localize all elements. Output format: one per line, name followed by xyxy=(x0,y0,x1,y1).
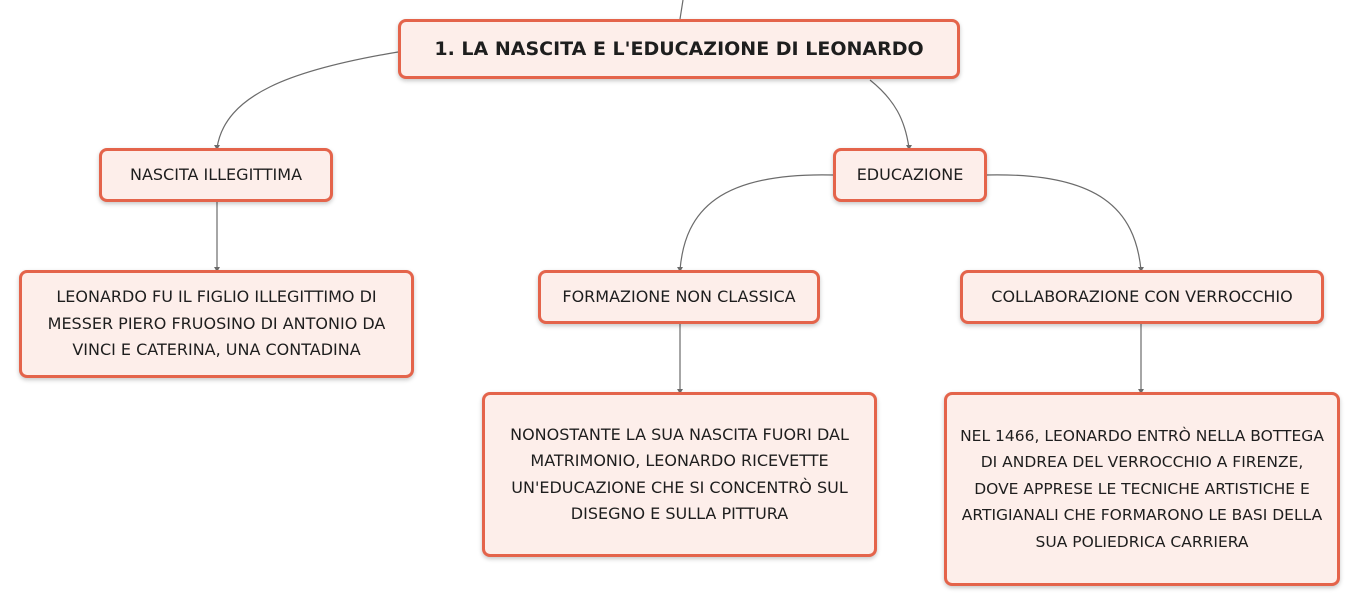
connector-root-to-nascita xyxy=(217,52,398,148)
root-node-label: 1. LA NASCITA E L'EDUCAZIONE DI LEONARDO xyxy=(434,37,924,60)
node-nascita-detail[interactable] xyxy=(19,270,414,378)
connector-educazione-to-formazione xyxy=(680,175,834,270)
root-node[interactable] xyxy=(398,19,960,79)
connector-educazione-to-collaborazione xyxy=(985,175,1141,270)
node-verrocchio-detail[interactable] xyxy=(944,392,1340,586)
node-educazione-label: EDUCAZIONE xyxy=(856,164,964,184)
node-nascita-illegittima[interactable] xyxy=(99,148,333,202)
node-collaborazione-verrocchio[interactable] xyxy=(960,270,1324,324)
node-nascita-illegittima-label: NASCITA ILLEGITTIMA xyxy=(129,164,303,184)
node-collaborazione-verrocchio-label: COLLABORAZIONE CON VERROCCHIO xyxy=(991,286,1293,306)
node-formazione-non-classica[interactable] xyxy=(538,270,820,324)
node-formazione-detail[interactable] xyxy=(482,392,877,557)
node-formazione-non-classica-label: FORMAZIONE NON CLASSICA xyxy=(562,286,796,306)
node-formazione-detail-text: NONOSTANTE LA SUA NASCITA FUORI DAL MATRIMONIO, LEONARDO RICEVETTE UN'EDUCAZIONE CHE SI CONCENTRÒ SUL DISEGNO E SULLA PITTURA xyxy=(510,424,849,523)
connector-root-to-educazione xyxy=(870,80,909,148)
connector-parent-to-root xyxy=(680,0,683,19)
node-nascita-detail-text: LEONARDO FU IL FIGLIO ILLEGITTIMO DI MESSER PIERO FRUOSINO DI ANTONIO DA VINCI E CATERINA, UNA CONTADINA xyxy=(47,287,386,360)
node-educazione[interactable] xyxy=(833,148,987,202)
node-verrocchio-detail-text: NEL 1466, LEONARDO ENTRÒ NELLA BOTTEGA DI ANDREA DEL VERROCCHIO A FIRENZE, DOVE APPRESE LE TECNICHE ARTISTICHE E ARTIGIANALI CHE FORMARONO LE BASI DELLA SUA POLIEDRICA CARRIERA xyxy=(960,426,1324,551)
